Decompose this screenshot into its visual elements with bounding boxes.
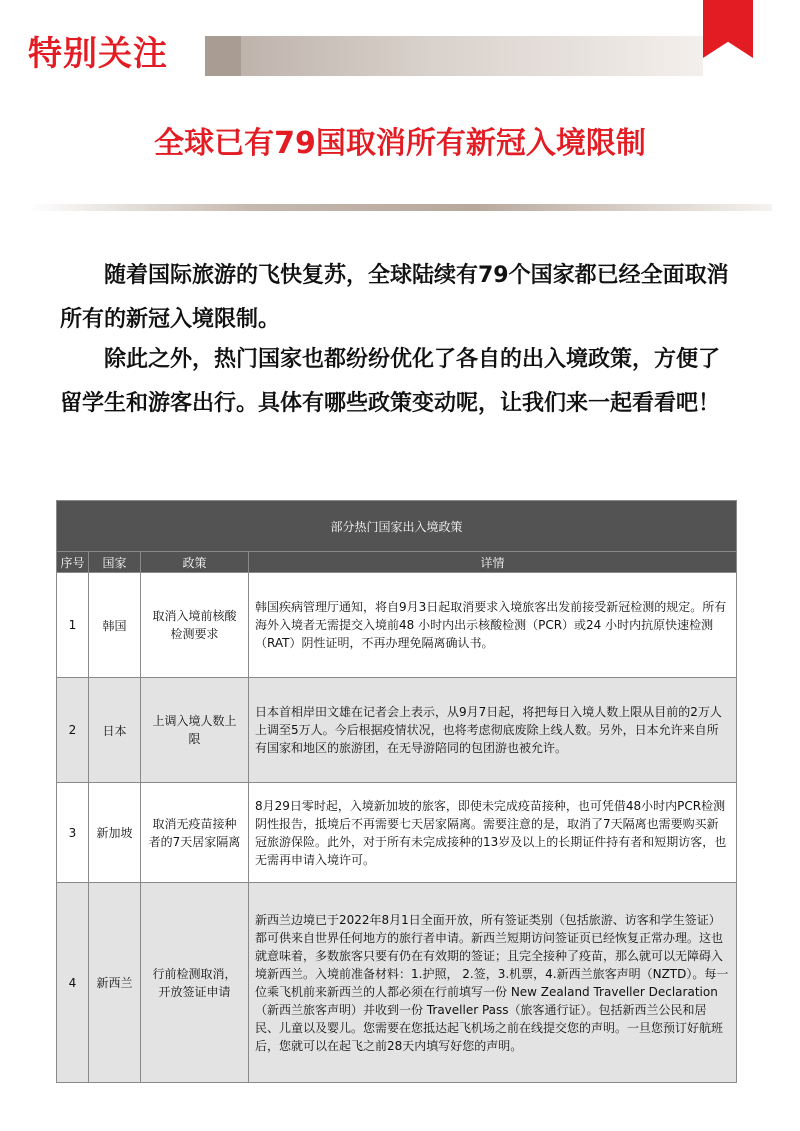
article-title: 全球已有79国取消所有新冠入境限制 bbox=[154, 126, 646, 161]
row-country: 日本 bbox=[89, 678, 141, 783]
row-policy: 行前检测取消，开放签证申请 bbox=[141, 883, 249, 1083]
column-header-policy: 政策 bbox=[141, 552, 249, 573]
row-detail: 8月29日零时起，入境新加坡的旅客，即使未完成疫苗接种，也可凭借48小时内PCR检测阴性报告，抵境后不再需要七天居家隔离。需要注意的是，取消了7天隔离也需要购买新冠旅游保险。此外，对于所有未完成接种的13岁及以上的长期证件持有者和短期访客，也无需再申请入境许可。 bbox=[249, 783, 737, 883]
row-policy: 取消入境前核酸检测要求 bbox=[141, 573, 249, 678]
row-policy: 取消无疫苗接种者的7天居家隔离 bbox=[141, 783, 249, 883]
row-number: 2 bbox=[57, 678, 89, 783]
column-header-country: 国家 bbox=[89, 552, 141, 573]
column-header-no: 序号 bbox=[57, 552, 89, 573]
intro-paragraph-1: 随着国际旅游的飞快复苏，全球陆续有79个国家都已经全面取消所有的新冠入境限制。 bbox=[60, 263, 729, 332]
column-header-detail: 详情 bbox=[249, 552, 737, 573]
row-country: 韩国 bbox=[89, 573, 141, 678]
table-row bbox=[57, 883, 737, 1083]
row-detail: 日本首相岸田文雄在记者会上表示，从9月7日起，将把每日入境人数上限从目前的2万人上调至5万人。今后根据疫情状况，也将考虑彻底废除上线人数。另外，日本允许来自所有国家和地区的旅游团，在无导游陪同的包团游也被允许。 bbox=[249, 678, 737, 783]
intro-paragraph-2: 除此之外，热门国家也都纷纷优化了各自的出入境政策，方便了留学生和游客出行。具体有哪些政策变动呢，让我们来一起看看吧！ bbox=[60, 347, 721, 416]
section-title: 特别关注 bbox=[28, 34, 168, 74]
policy-table-container bbox=[56, 500, 736, 1083]
row-number: 4 bbox=[57, 883, 89, 1083]
row-detail: 韩国疾病管理厅通知，将自9月3日起取消要求入境旅客出发前接受新冠检测的规定。所有海外入境者无需提交入境前48 小时内出示核酸检测（PCR）或24 小时内抗原快速检测（RAT）阴性证明，不再办理免隔离确认书。 bbox=[249, 573, 737, 678]
table-row bbox=[57, 783, 737, 883]
table-header-row bbox=[57, 552, 737, 573]
bookmark-ribbon-icon bbox=[703, 0, 753, 58]
row-country: 新西兰 bbox=[89, 883, 141, 1083]
title-divider bbox=[28, 204, 772, 211]
table-row bbox=[57, 678, 737, 783]
header-decor-block bbox=[205, 36, 241, 76]
table-row bbox=[57, 573, 737, 678]
row-detail: 新西兰边境已于2022年8月1日全面开放，所有签证类别（包括旅游、访客和学生签证）都可供来自世界任何地方的旅行者申请。新西兰短期访问签证页已经恢复正常办理。这也就意味着，多数旅客只要有仍在有效期的签证；且完全接种了疫苗，那么就可以无障碍入境新西兰。入境前准备材料：1.护照， 2.签，3.机票，4.新西兰旅客声明（NZTD）。每一位乘飞机前来新西兰的人都必须在行前填写一份 New Zealand Traveller Declaration（新西兰旅客声明）并收到一份 Traveller Pass（旅客通行证）。包括新西兰公民和居民、儿童以及婴儿。您需要在您抵达起飞机场之前在线提交您的声明。一旦您预订好航班后，您就可以在起飞之前28天内填写好您的声明。 bbox=[249, 883, 737, 1083]
row-number: 1 bbox=[57, 573, 89, 678]
table-caption-row bbox=[57, 501, 737, 552]
table-caption: 部分热门国家出入境政策 bbox=[57, 501, 737, 552]
policy-table bbox=[56, 500, 737, 1083]
header-decor-band bbox=[205, 36, 703, 76]
row-number: 3 bbox=[57, 783, 89, 883]
row-policy: 上调入境人数上限 bbox=[141, 678, 249, 783]
row-country: 新加坡 bbox=[89, 783, 141, 883]
